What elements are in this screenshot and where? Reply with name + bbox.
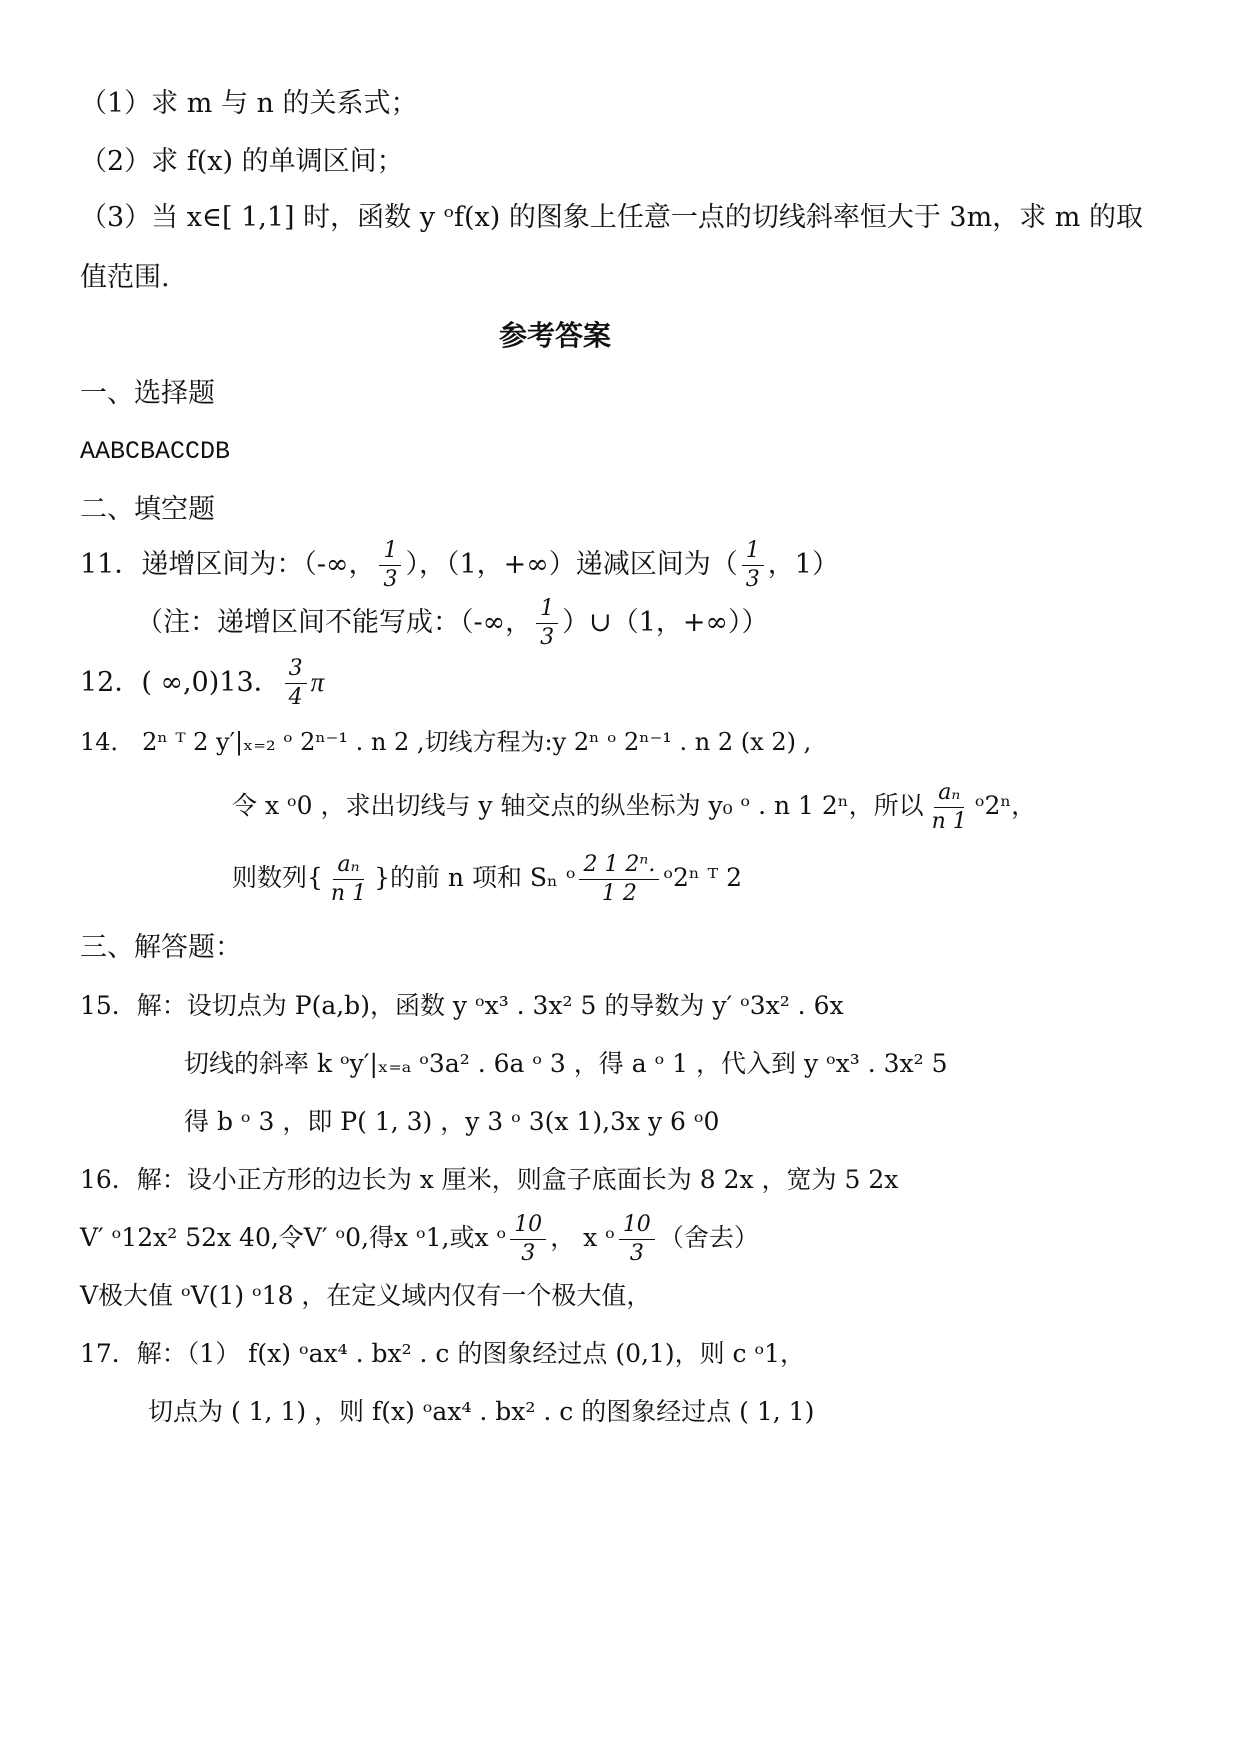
fraction-three-quarters: $\frac{3}{4}$ xyxy=(285,658,307,709)
fraction-an-over-n-plus-1: $\frac{\text{aₙ}}{n 1}$ xyxy=(330,852,367,906)
answer-13-pre: 13． xyxy=(219,667,281,698)
section-choice-heading: 一、选择题 xyxy=(80,378,215,409)
answer-14-line-2: 令 x ᵒ0 ，求出切线与 y 轴交点的纵坐标为 y₀ ᵒ . n 1 2ⁿ，所以 $\frac{\text{aₙ}}{n 1}$ ᵒ2ⁿ， xyxy=(232,780,1037,834)
fraction-one-third: $\frac{1}{3}$ xyxy=(379,540,401,591)
answer-16-line-2: V′ ᵒ12x² 52x 40,令V′ ᵒ0,得x ᵒ1,或x ᵒ $\frac{10}{3}$ ， x ᵒ $\frac{10}{3}$ （舍去） xyxy=(80,1212,759,1266)
note-post: ）∪（1，+∞）） xyxy=(562,607,769,638)
question-part-2: （2）求 f(x) 的单调区间； xyxy=(80,146,404,177)
fraction-an-over-n-plus-1: $\frac{\text{aₙ}}{n 1}$ xyxy=(931,780,967,834)
choice-answers: AABCBACCDB xyxy=(80,437,231,466)
answer-14-line-1: 14． 2ⁿ ᵀ 2 y′|ₓ₌₂ ᵒ 2ⁿ⁻¹ . n 2 ,切线方程为:y 2ⁿ ᵒ 2ⁿ⁻¹ . n 2 (x 2) , xyxy=(80,728,812,756)
section-fill-heading: 二、填空题 xyxy=(80,494,215,525)
answer-11-mid: ），（1，+∞）递减区间为（ xyxy=(405,549,738,580)
question-part-1: （1）求 m 与 n 的关系式； xyxy=(80,88,418,119)
answer-15-line-1: 15．解：设切点为 P(a,b)，函数 y ᵒx³ . 3x² 5 的导数为 y′ ᵒ3x² . 6x xyxy=(80,991,844,1020)
answer-11-note xyxy=(136,598,769,649)
section-solve-heading: 三、解答题： xyxy=(80,932,242,963)
answer-17-line-2: 切点为 ( 1, 1) ，则 f(x) ᵒax⁴ . bx² . c 的图象经过点 ( 1, 1) xyxy=(148,1397,815,1426)
question-part-3-continued: 值范围. xyxy=(80,262,170,293)
answer-14-line-3: 则数列{ $\frac{\text{aₙ}}{n 1}$ }的前 n 项和 Sₙ ᵒ $\frac{\text{2 1 2ⁿ.}}{1 2}$ ᵒ2ⁿ ᵀ 2 xyxy=(232,852,742,906)
answer-11-pre: 11．递增区间为：（-∞， xyxy=(80,549,376,580)
fraction-ten-thirds: $\frac{10}{3}$ xyxy=(619,1214,655,1265)
answer-12-13 xyxy=(80,658,324,709)
answer-13-pi: π xyxy=(310,667,325,697)
fraction-sum-formula: $\frac{\text{2 1 2ⁿ.}}{1 2}$ xyxy=(579,854,659,905)
answer-16-line-3: V极大值 ᵒV(1) ᵒ18 ，在定义域内仅有一个极大值， xyxy=(80,1281,652,1310)
question-part-3: （3）当 x∈[ 1,1] 时，函数 y ᵒf(x) 的图象上任意一点的切线斜率恒大于 3m，求 m 的取 xyxy=(80,202,1143,233)
answer-11 xyxy=(80,540,839,591)
fraction-one-third: $\frac{1}{3}$ xyxy=(536,598,558,649)
answer-16-line-1: 16．解：设小正方形的边长为 x 厘米，则盒子底面长为 8 2x ，宽为 5 2x xyxy=(80,1165,899,1194)
answer-17-line-1: 17．解：（1） f(x) ᵒax⁴ . bx² . c 的图象经过点 (0,1)，则 c ᵒ1， xyxy=(80,1339,806,1368)
fraction-one-third: $\frac{1}{3}$ xyxy=(742,540,764,591)
page-title: 参考答案 xyxy=(498,319,611,352)
answer-15-line-3: 得 b ᵒ 3 ，即 P( 1, 3) ，y 3 ᵒ 3(x 1),3x y 6 ᵒ0 xyxy=(184,1107,720,1136)
answer-11-post: ，1） xyxy=(767,549,839,580)
answer-15-line-2: 切线的斜率 k ᵒy′|ₓ₌ₐ ᵒ3a² . 6a ᵒ 3 ，得 a ᵒ 1 ，代入到 y ᵒx³ . 3x² 5 xyxy=(184,1049,948,1078)
answer-12: 12．( ∞,0) xyxy=(80,667,220,698)
fraction-ten-thirds: $\frac{10}{3}$ xyxy=(510,1214,546,1265)
note-pre: （注：递增区间不能写成：（-∞， xyxy=(136,607,533,638)
